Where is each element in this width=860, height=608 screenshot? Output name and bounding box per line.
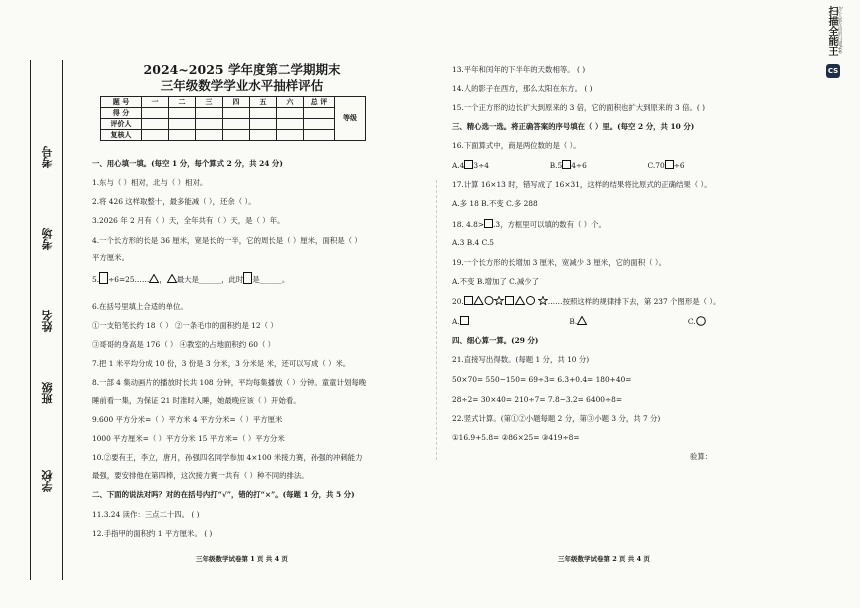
question-8: 8.一部 4 集动画片的播放时长共 108 分钟，平均每集播放（ ）分钟。童童计划每晚: [92, 378, 367, 387]
triangle-icon: [167, 274, 177, 283]
question-15: 15.一个正方形的边长扩大到原来的 3 倍，它的面积也扩大到原来的 3 倍。( ): [452, 103, 706, 112]
faint-fold-line: [436, 180, 437, 460]
triangle-icon: [149, 274, 159, 283]
section-1-heading: 一、用心填一填。(每空 1 分，每个算式 2 分，共 24 分): [92, 159, 283, 168]
question-12: 12.手指甲的面积约 1 平方厘米。 ( ): [92, 529, 213, 538]
score-table: [100, 96, 366, 141]
star-icon: [538, 296, 548, 305]
square-icon: [460, 316, 469, 325]
question-17: 17.计算 16×13 时，错写成了 16×31，这样的结果将比原式的正确结果（ ）。: [452, 180, 712, 189]
question-6-items-a: ①一支铅笔长约 18（ ） ②一条毛巾的面积约是 12（ ）: [92, 321, 278, 330]
triangle-icon: [577, 316, 587, 325]
box-icon: [665, 160, 674, 169]
question-18: [452, 219, 606, 229]
q5-text: 。: [281, 275, 290, 284]
question-16: 16.下面算式中，商是两位数的是（ ）。: [452, 141, 581, 150]
box-icon: [243, 272, 252, 284]
question-19-options: A.不变 B.增加了 C.减少了: [452, 277, 540, 286]
binding-label-banji: 班级: [41, 382, 54, 404]
section-4-heading: 四、细心算一算。(29 分): [452, 336, 539, 345]
question-17-options: A.多 18 B.不变 C.多 288: [452, 199, 538, 208]
q20-option-b: B.: [569, 317, 578, 326]
q5-text: 最大是: [176, 275, 199, 284]
q20-option-a: A.: [452, 317, 460, 326]
question-4: 4.一个长方形的长是 36 厘米，宽是长的一半，它的周长是（ ）厘米，面积是（ ）: [92, 236, 362, 245]
cs-logo-icon: CS: [826, 64, 840, 78]
question-20: [452, 296, 720, 306]
q5-text: ÷6=25……: [108, 275, 150, 284]
binding-label-kaohao: 考号: [41, 146, 54, 168]
question-13: 13.平年和闰年的下半年的天数相等。 ( ): [452, 65, 586, 74]
question-16-options: [452, 160, 685, 170]
question-14: 14.人的影子在西方，那么太阳在东方。 ( ): [452, 84, 593, 93]
exam-title-line-2: 三年级数学学业水平抽样评估: [160, 78, 324, 93]
q16-option-a: A.4: [452, 161, 465, 170]
score-row-label: 得 分: [101, 108, 142, 119]
question-7: 7.把 1 米平均分成 10 份，3 份是 3 分米，3 分米是 米，还可以写成（ ）米。: [92, 359, 351, 368]
grade-label: 等级: [343, 113, 357, 123]
page-1-footer: 三年级数学试卷第 1 页 共 4 页: [196, 555, 288, 563]
question-18-options: A.3 B.4 C.5: [452, 238, 495, 247]
q16-option-c: C.70: [647, 161, 665, 170]
q16-option-b: B.5: [549, 161, 563, 170]
box-icon: [99, 272, 108, 284]
score-header-cell: 四: [223, 97, 250, 108]
score-header-cell: 总 评: [304, 97, 335, 108]
page-2: [452, 0, 792, 608]
question-9-a: 9.600 平方分米=（ ）平方米 4 平方分米=（ ）平方厘米: [92, 415, 283, 424]
q16-option-c-text: ÷6: [673, 161, 685, 170]
question-5: 5. ÷6=25…… ， 最大是______，此时 是______。: [92, 272, 289, 284]
binding-line-2: [62, 60, 63, 580]
score-row-label: 复核人: [101, 130, 142, 141]
q18-text: 18. 4.8>: [452, 220, 485, 229]
question-3: 3.2026 年 2 月有（ ）天，全年共有（ ）天，是（ ）年。: [92, 216, 285, 225]
question-6: 6.在括号里填上合适的单位。: [92, 302, 188, 311]
q16-option-a-text: 3÷4: [473, 161, 489, 170]
question-22: 22.竖式计算。(第①②小题每题 2 分，第③小题 3 分，共 7 分): [452, 414, 661, 423]
question-20-options: [452, 316, 706, 326]
question-4-cont: 平方厘米。: [92, 253, 129, 262]
box-icon: [562, 160, 571, 169]
score-header-cell: 题 号: [101, 97, 142, 108]
question-21-row-1: 50×70= 550−150= 69÷3= 6.3+0.4= 180+40=: [452, 375, 632, 384]
binding-label-xingming: 姓名: [41, 310, 54, 332]
question-1: 1.东与（ ）相对，北与（ ）相对。: [92, 178, 208, 187]
score-header-cell: 一: [142, 97, 169, 108]
question-21-row-2: 28÷2= 30×40= 210÷7= 7.8−3.2= 6400÷8=: [452, 395, 623, 404]
page-1: [92, 0, 410, 608]
watermark-title: 扫描全能王: [826, 6, 837, 56]
question-10: 10.②要有王，李立，唐月，孙强四名同学参加 4×100 米接力赛，孙强的冲刺能力: [92, 453, 363, 462]
question-8-cont: 睡前看一集，为保证 21 时准时入睡，她最晚应该（ ）开始看。: [92, 396, 301, 405]
q5-number: 5.: [92, 275, 100, 284]
binding-line-1: [30, 60, 31, 580]
score-row-label: 评价人: [101, 119, 142, 130]
box-icon: [484, 219, 493, 228]
page-2-footer: 三年级数学试卷第 2 页 共 4 页: [558, 555, 650, 563]
question-9-b: 1000 平方厘米=（ ）平方分米 15 平方米=（ ）平方分米: [92, 434, 285, 443]
question-21: 21.直接写出得数。(每题 1 分，共 10 分): [452, 355, 590, 364]
q20-option-c: C.: [687, 317, 696, 326]
question-19: 19.一个长方形的长增加 3 厘米，宽减少 3 厘米，它的面积（ ）。: [452, 258, 666, 267]
scanner-watermark: [822, 6, 844, 96]
binding-label-xuexiao: 学校: [41, 470, 54, 492]
section-3-heading: 三、精心选一选。将正确答案的序号填在（ ）里。(每空 2 分，共 10 分): [452, 122, 695, 131]
section-2-heading: 二、下面的说法对吗？对的在括号内打“√”，错的打“×”。(每题 1 分，共 5 分): [92, 490, 355, 499]
score-table-row: [101, 119, 366, 130]
exam-title-line-1: 2024~2025 学年度第二学期期末: [143, 62, 341, 77]
q5-text: ，: [159, 275, 167, 284]
score-table-header-row: [101, 97, 366, 108]
score-header-cell: 五: [250, 97, 277, 108]
q5-text: 是: [252, 275, 260, 284]
grade-cell: [335, 97, 366, 141]
q16-option-b-text: 4÷6: [571, 161, 587, 170]
q18-text: .3，方框里可以填的数有（ ）个。: [493, 220, 606, 229]
shape-sequence: [464, 296, 538, 305]
check-label: 验算：: [690, 452, 713, 461]
question-6-items-b: ③哥哥的身高是 176（ ） ④教室的占地面积约 60（ ）: [92, 340, 276, 349]
score-header-cell: 二: [169, 97, 196, 108]
score-header-cell: 六: [277, 97, 304, 108]
question-10-cont: 最强，要安排他在第四棒，这次接力赛一共有（ ）种不同的排法。: [92, 471, 309, 480]
q5-text: ，此时: [221, 275, 244, 284]
score-table-row: [101, 108, 366, 119]
score-header-cell: 三: [196, 97, 223, 108]
binding-label-kaochang: 考场: [41, 228, 54, 250]
question-2: 2.将 426 这样取整十，最多能减（ ），还余（ ）。: [92, 197, 256, 206]
question-22-items: ①16.9+5.8= ②86×25= ③419÷8=: [452, 433, 580, 442]
score-table-row: [101, 130, 366, 141]
q20-text: ……按照这样的规律排下去，第 237 个图形是（ ）。: [547, 297, 721, 306]
question-11: 11.3.24 读作：三点二十四。 ( ): [92, 510, 200, 519]
circle-icon: [696, 316, 706, 326]
watermark-subtitle: 3亿人都在用的扫描App: [837, 6, 842, 54]
q20-number: 20.: [452, 297, 464, 306]
